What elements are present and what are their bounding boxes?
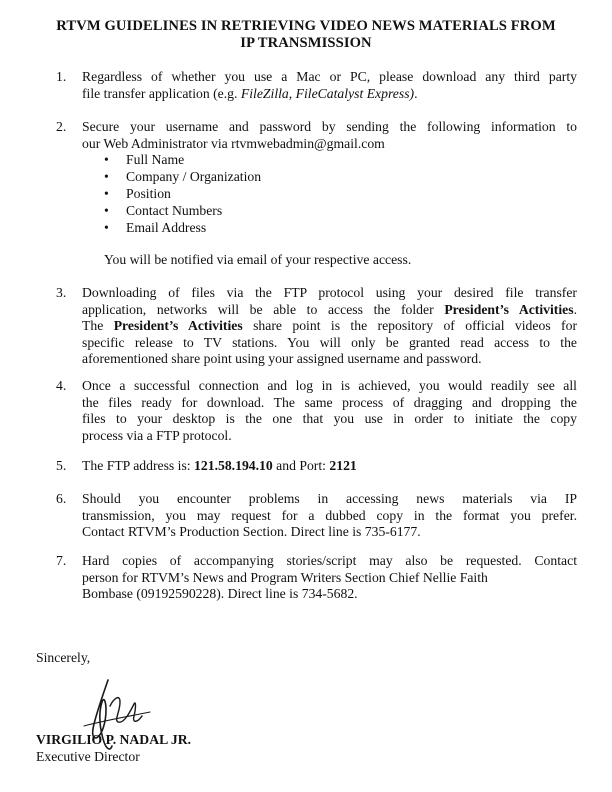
item-text: Secure your username and password by sending the following information to our Web Administrator via rtvmwebadmin@gmail.com (82, 119, 577, 151)
list-item: • Contact Numbers (104, 203, 223, 218)
item-number: 3. (56, 285, 67, 300)
item-text: Should you encounter problems in accessing news materials via IP transmission, you may request for a dubbed copy in the format you prefer. Contact RTVM’s Production Section. Direct line is 735-6177. (82, 491, 577, 539)
item-number: 4. (56, 378, 67, 393)
closing: Sincerely, (36, 650, 91, 665)
signer-position: Executive Director (36, 749, 140, 764)
title-line-2: IP TRANSMISSION (240, 35, 372, 51)
signer-name: VIRGILIO P. NADAL JR. (36, 732, 192, 747)
item-text: Downloading of files via the FTP protocol using your desired file transfer application, networks will be able to access the folder President’s Activities. The President’s Activities share point is the repository of official videos for specific release to TV stations. You will only be granted read access to the aforementioned share point using your assigned username and password. (82, 285, 578, 366)
item-text: Hard copies of accompanying stories/script may also be requested. Contact person for RTVM’s News and Program Writers Section Chief Nellie Faith Bombase (09192590228). Direct line is 734-5682. (82, 553, 577, 601)
title-line-1: RTVM GUIDELINES IN RETRIEVING VIDEO NEWS MATERIALS FROM (56, 18, 556, 34)
required-info-list (104, 151, 261, 236)
list-item: • Position (104, 186, 171, 201)
item-text: Regardless of whether you use a Mac or PC, please download any third party file transfer application (e.g. FileZilla, FileCatalyst Express). (82, 69, 577, 101)
item-number: 2. (56, 119, 67, 134)
access-notice: You will be notified via email of your respective access. (104, 252, 412, 267)
signature-block (36, 731, 191, 765)
item-number: 1. (56, 69, 67, 84)
item-number: 5. (56, 458, 67, 473)
list-item: • Full Name (104, 152, 185, 167)
item-text: Once a successful connection and log in is achieved, you would readily see all the files ready for download. The same process of dragging and dropping the files to your desktop is the one that you use in order to initiate the copy process via a FTP protocol. (82, 378, 577, 443)
list-item: • Email Address (104, 220, 207, 235)
ftp-port: 2121 (329, 458, 357, 473)
item-number: 7. (56, 553, 67, 568)
list-item: • Company / Organization (104, 169, 262, 184)
item-text: The FTP address is: 121.58.194.10 and Port: 2121 (82, 458, 357, 473)
ftp-address: 121.58.194.10 (194, 458, 273, 473)
document-title (20, 18, 592, 52)
item-number: 6. (56, 491, 67, 506)
